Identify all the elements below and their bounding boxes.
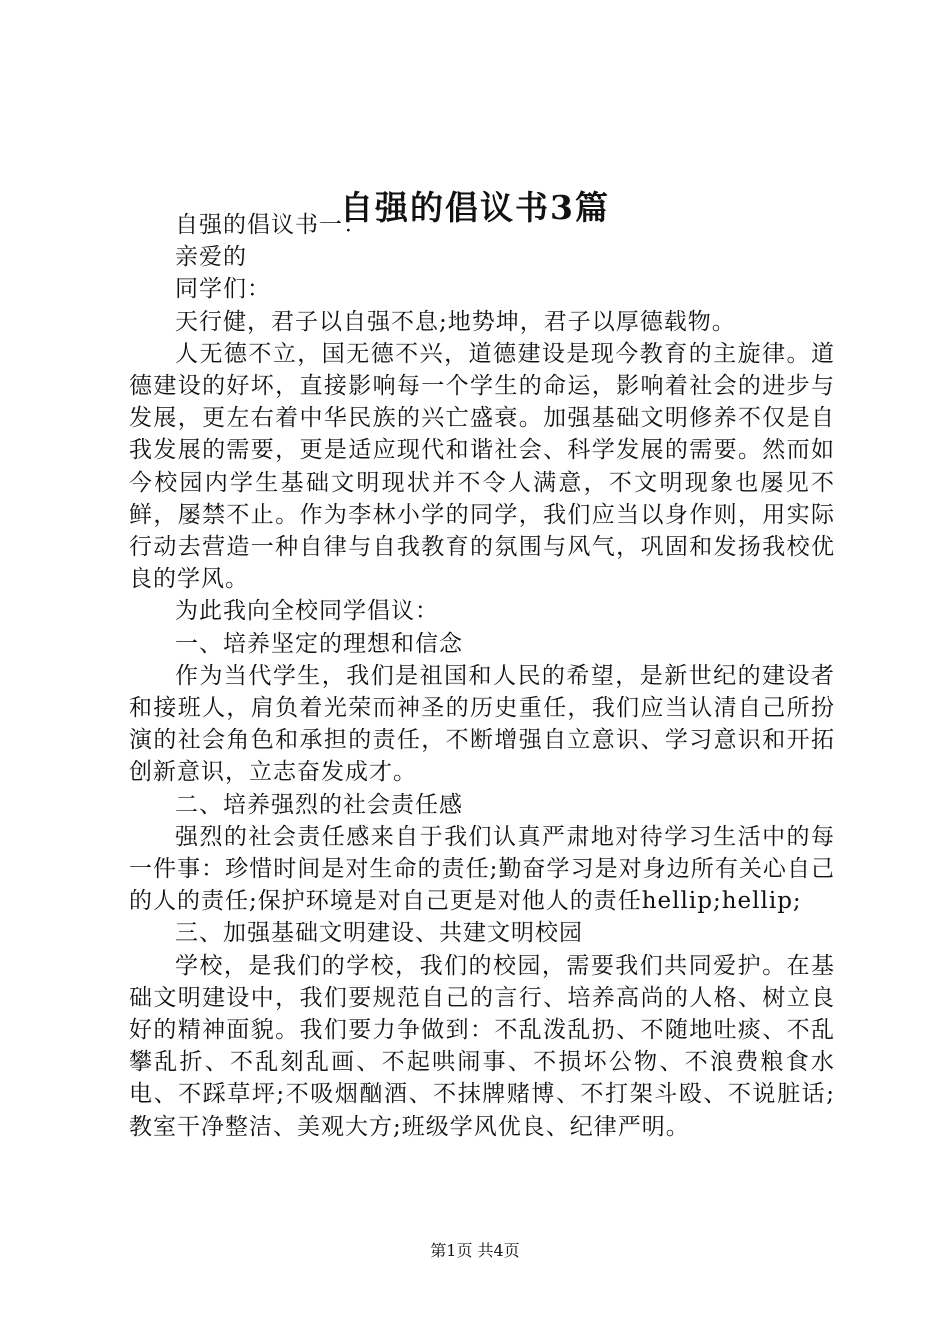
paragraph: 作为当代学生，我们是祖国和人民的希望，是新世纪的建设者和接班人，肩负着光荣而神圣的历史重任，我们应当认清自己所扮演的社会角色和承担的责任，不断增强自立意识、学习意识和开拓创新意识，立志奋发成才。: [129, 662, 835, 786]
section-heading: 二、培养强烈的社会责任感: [175, 791, 463, 818]
page-footer: 第1页 共4页: [430, 1241, 520, 1260]
paragraph: 为此我向全校同学倡议：: [175, 598, 439, 625]
section-heading: 一、培养坚定的理想和信念: [175, 630, 463, 657]
paragraph: 自强的倡议书一：: [175, 212, 367, 238]
document-title: 自强的倡议书3篇: [340, 188, 610, 227]
paragraph: 人无德不立，国无德不兴，道德建设是现今教育的主旋律。道德建设的好坏，直接影响每一个学生的命运，影响着社会的进步与发展，更左右着中华民族的兴亡盛衰。加强基础文明修养不仅是自我发展的需要，更是适应现代和谐社会、科学发展的需要。然而如今校园内学生基础文明现状并不令人满意，不文明现象也屡见不鲜，屡禁不止。作为李林小学的同学，我们应当以身作则，用实际行动去营造一种自律与自我教育的氛围与风气，巩固和发扬我校优良的学风。: [129, 340, 835, 593]
paragraph: 亲爱的: [175, 244, 247, 271]
paragraph: 学校，是我们的学校，我们的校园，需要我们共同爱护。在基础文明建设中，我们要规范自己的言行、培养高尚的人格、树立良好的精神面貌。我们要力争做到：不乱泼乱扔、不随地吐痰、不乱攀乱折、不乱刻乱画、不起哄闹事、不损坏公物、不浪费粮食水电、不踩草坪;不吸烟酗酒、不抹牌赌博、不打架斗殴、不说脏话;教室干净整洁、美观大方;班级学风优良、纪律严明。: [129, 952, 835, 1140]
paragraph: 同学们：: [175, 276, 271, 303]
paragraph: 天行健，君子以自强不息;地势坤，君子以厚德载物。: [175, 308, 736, 335]
paragraph: 强烈的社会责任感来自于我们认真严肃地对待学习生活中的每一件事：珍惜时间是对生命的责任;勤奋学习是对身边所有关心自己的人的责任;保护环境是对自己更是对他人的责任hellip;hellip;: [129, 823, 835, 915]
section-heading: 三、加强基础文明建设、共建文明校园: [175, 920, 583, 947]
document-body: [129, 209, 835, 1143]
